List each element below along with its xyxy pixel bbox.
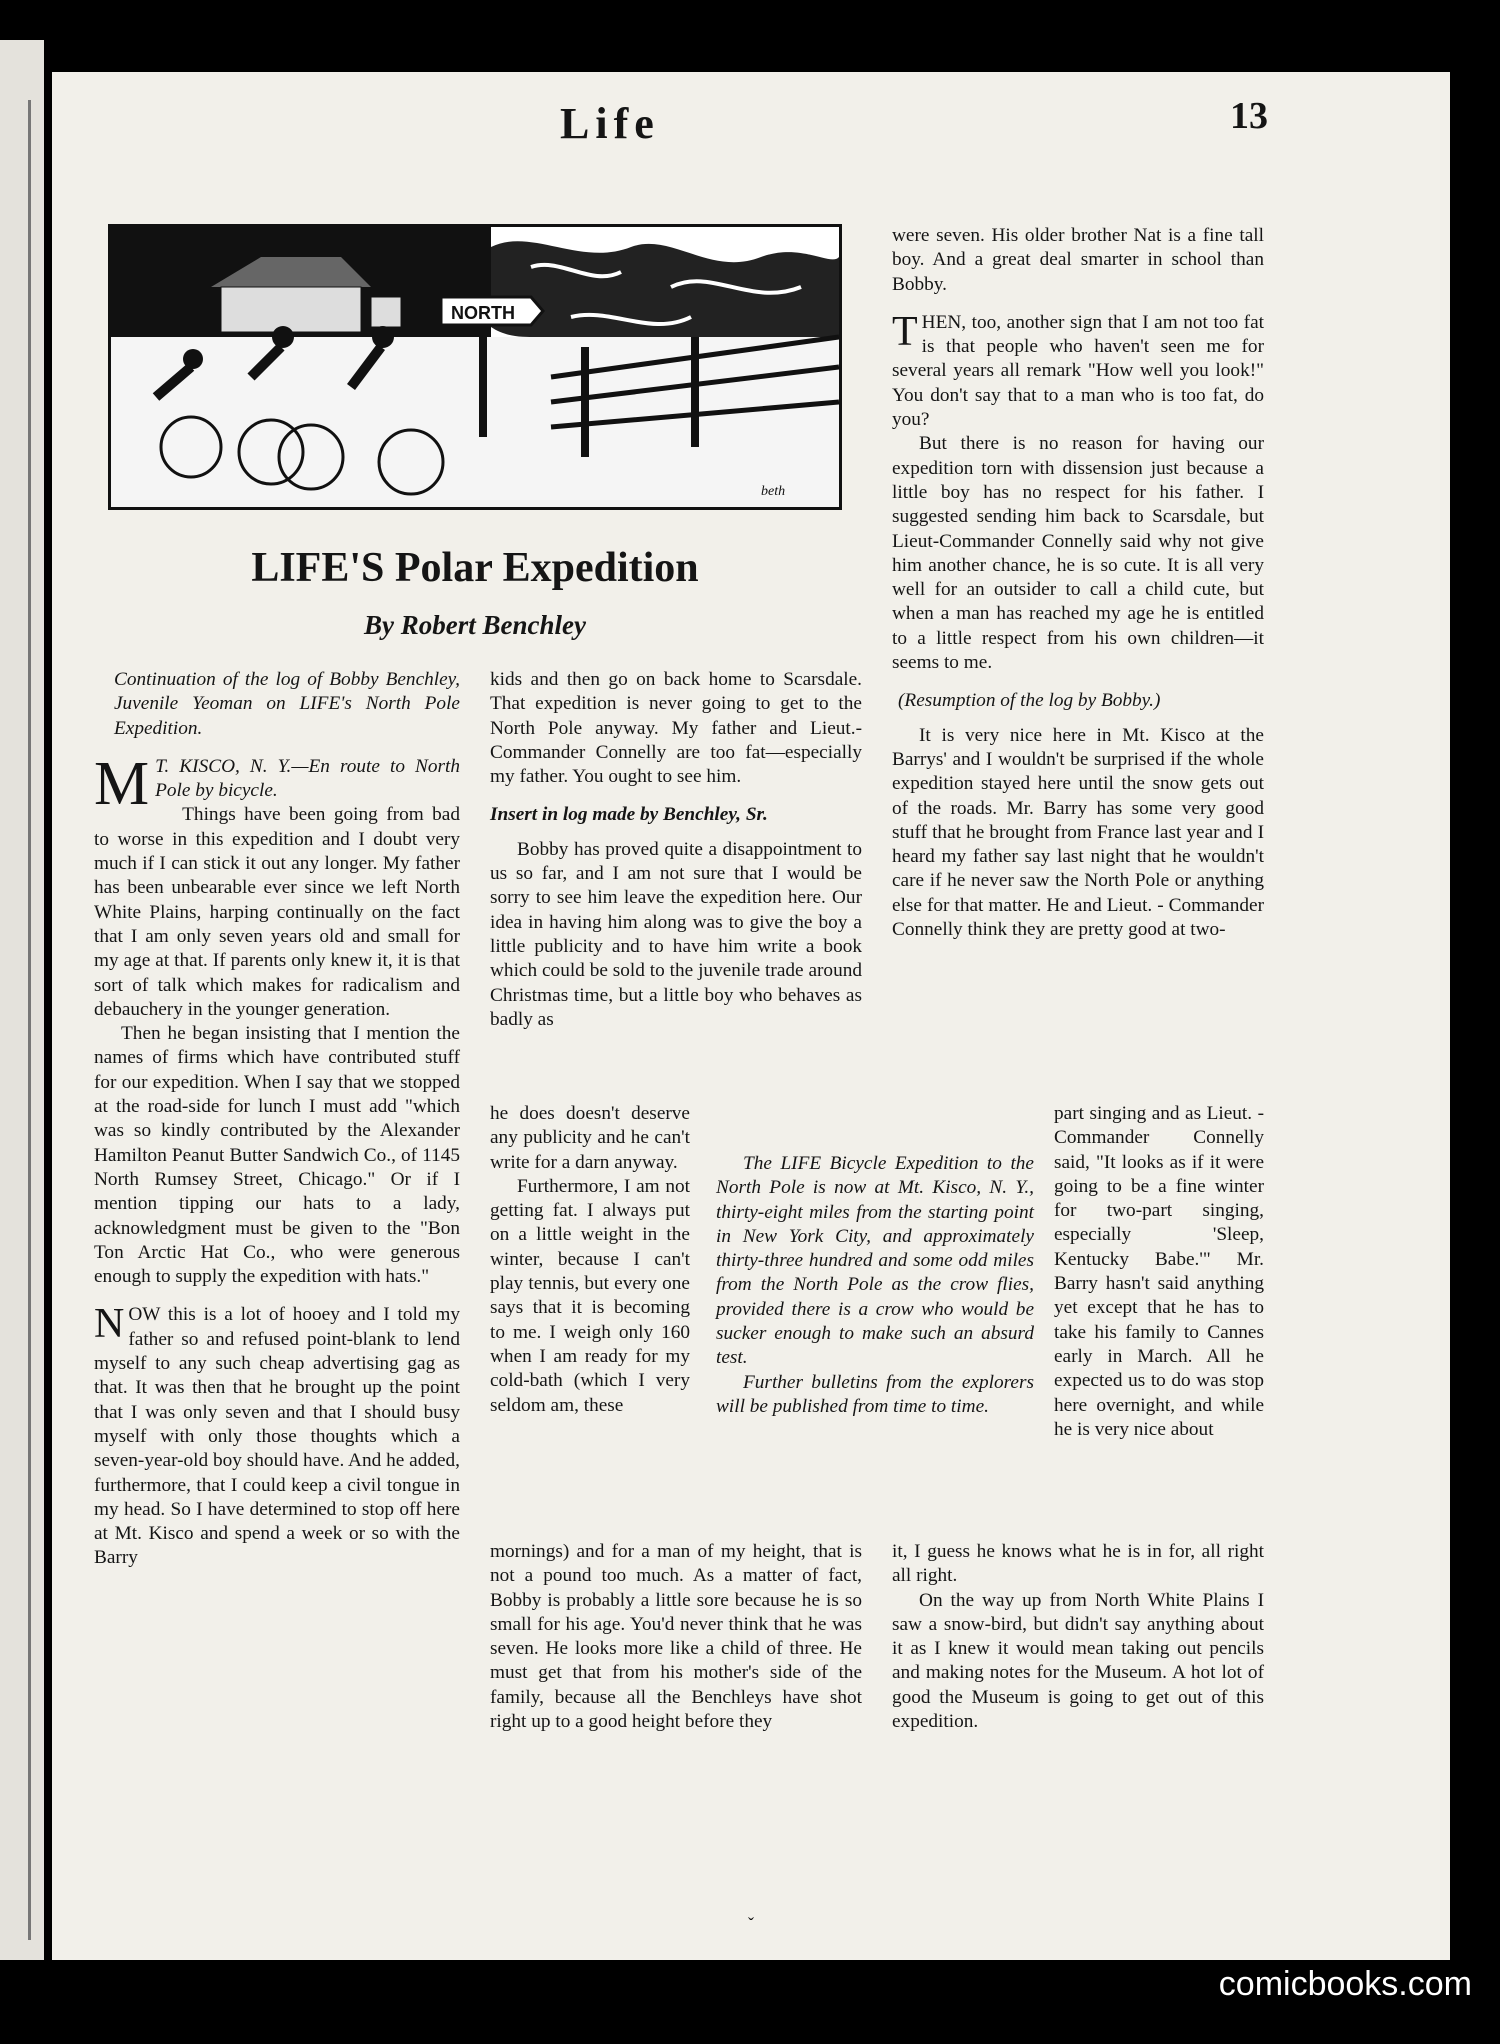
artist-signature: beth (761, 484, 786, 499)
paragraph: were seven. His older brother Nat is a fine tall boy. And a great deal smarter in school than Bobby. (892, 225, 1264, 295)
paragraph-now (94, 1303, 460, 1570)
bulletin-box (716, 1152, 1034, 1419)
paragraph: Furthermore, I am not getting fat. I always put on a little weight in the winter, because I can't play tennis, but every one says that it is becoming to me. I weigh only 160 when I am ready for my cold-bath (which I very seldom am, these (490, 1175, 690, 1416)
resumption-heading: (Resumption of the log by Bobby.) (898, 690, 1161, 712)
bulletin-text: Further bulletins from the explorers will be published from time to time. (716, 1371, 1034, 1417)
paragraph-text: OW this is a lot of hooey and I told my father so and refused point-blank to lend myself to any such cheap advertising gag as that. It was then that he brought up the point that I was only seven and that I should busy myself with only those thoughts which a seven-year-old boy should have. And he added, furthermore, that I could keep a civil tongue in my head. So I have determined to stop off here at Mt. Kisco and spend a week or so with the Barry (94, 1304, 460, 1569)
column-2-bottom (490, 1540, 862, 1734)
paragraph: On the way up from North White Plains I saw a snow-bird, but didn't say anything about it as I knew it would mean taking out pencils and making notes for the Museum. A hot lot of good the Museum is going to get out of this expedition. (892, 1589, 1264, 1733)
sign-text: NORTH (451, 303, 515, 323)
page-number: 13 (1230, 95, 1268, 137)
paragraph: Bobby has proved quite a disappointment to us so far, and I am not sure that I would be sorry to see him leave the expedition here. Our idea in having him along was to give the boy a little publicity and to have him write a book which could be sold to the juvenile trade around Christmas time, but a little boy who behaves as badly as (490, 838, 862, 1030)
paragraph: Things have been going from bad to worse in this expedition and I doubt very much if I can stick it out any longer. My father has been unbearable ever since we left North White Plains, harping continually on the fact that I am only seven years old and small for my age at that. If parents only knew it, it is that sort of talk which makes for radicalism and debauchery in the younger generation. (94, 804, 460, 1020)
dateline-paragraph (94, 749, 460, 818)
article-byline: By Robert Benchley (364, 610, 586, 640)
drop-cap-n: N (94, 1301, 125, 1348)
cartoon-illustration (108, 224, 842, 510)
article-title: LIFE'S Polar Expedition (251, 545, 699, 591)
paragraph-then (892, 308, 1264, 432)
paragraph: But there is no reason for having our expedition torn with dissension just because a little boy has no respect for his father. I suggested sending him back to Scarsdale, but Lieut-Commander Connelly said why not give him another chance, he is so cute. It is all very well for an outsider to call a child cute, but when a man has reached my age he is entitled to a little respect from his own children—it seems to me. (892, 433, 1264, 674)
paragraph: part singing and as Lieut. - Commander Connelly said, "It looks as if it were going to be a fine winter for two-part singing, especially 'Sleep, Kentucky Babe.'" Mr. Barry hasn't said anything yet except that he has to take his family to Cannes early in March. All he expected us to do was stop here overnight, and while he is very nice about (1054, 1103, 1264, 1440)
masthead: Life (560, 99, 660, 148)
cyclists-drawing (111, 227, 839, 507)
column-1 (94, 668, 460, 1571)
column-3 (892, 224, 1264, 942)
paragraph: Then he began insisting that I mention the names of firms which have contributed stuff for our expedition. When I say that we stopped at the road-side for lunch I must add "which was so kindly contributed by the Alexander Hamilton Peanut Butter Sandwich Co., of 1145 North Rumsey Street, Chicago." Or if I mention tipping our hats to a lady, acknowledgment must be given to the "Bon Ton Arctic Hat Co., who were generous enough to supply the expedition with hats." (94, 1023, 460, 1288)
paragraph: kids and then go on back home to Scarsdale. That expedition is never going to get to the North Pole anyway. My father and Lieut.-Commander Connelly are too fat—especially my father. You ought to see him. (490, 669, 862, 788)
facing-page-edge (0, 40, 44, 1960)
paragraph-text: HEN, too, another sign that I am not too fat is that people who haven't seen me for several years all remark "How well you look!" You don't say that to a man who is too fat, do you? (892, 311, 1264, 431)
source-watermark: comicbooks.com (1218, 1965, 1472, 2003)
article-intro: Continuation of the log of Bobby Benchley, Juvenile Yeoman on LIFE's North Pole Expedition. (114, 669, 460, 739)
bulletin-text: The LIFE Bicycle Expedition to the North Pole is now at Mt. Kisco, N. Y., thirty-eight miles from the starting point in New York City, and approximately thirty-three hundred and some odd miles from the North Pole as the crow flies, provided there is a crow who would be sucker enough to make such an absurd test. (716, 1153, 1034, 1369)
column-2 (490, 668, 862, 1032)
paragraph: mornings) and for a man of my height, that is not a pound too much. As a matter of fact, Bobby is probably a little sore because he is so small for his age. You'd never think that he was seven. He looks more like a child of three. He must get that from his mother's side of the family, because all the Benchleys have shot right up to a good height before they (490, 1541, 862, 1733)
column-3-bottom (892, 1540, 1264, 1734)
drop-cap-m: M (94, 749, 150, 818)
column-3-narrow (1054, 1102, 1264, 1442)
printer-mark: ˇ (748, 1914, 754, 1934)
column-2-narrow (490, 1102, 690, 1418)
paragraph: he does doesn't deserve any publicity and he can't write for a darn anyway. (490, 1103, 690, 1173)
paragraph: it, I guess he knows what he is in for, all right all right. (892, 1541, 1264, 1587)
dateline: T. KISCO, N. Y.—En route to North Pole by bicycle. (155, 755, 460, 802)
insert-heading: Insert in log made by Benchley, Sr. (490, 804, 768, 826)
paragraph: It is very nice here in Mt. Kisco at the Barrys' and I wouldn't be surprised if the whole expedition stayed here until the snow gets out of the roads. Mr. Barry has some very good stuff that he brought from France last year and I heard my father say last night that he wouldn't care if he never saw the North Pole or anything else for that matter. He and Lieut. - Commander Connelly think they are pretty good at two- (892, 724, 1264, 941)
drop-cap-t: T (892, 308, 918, 355)
